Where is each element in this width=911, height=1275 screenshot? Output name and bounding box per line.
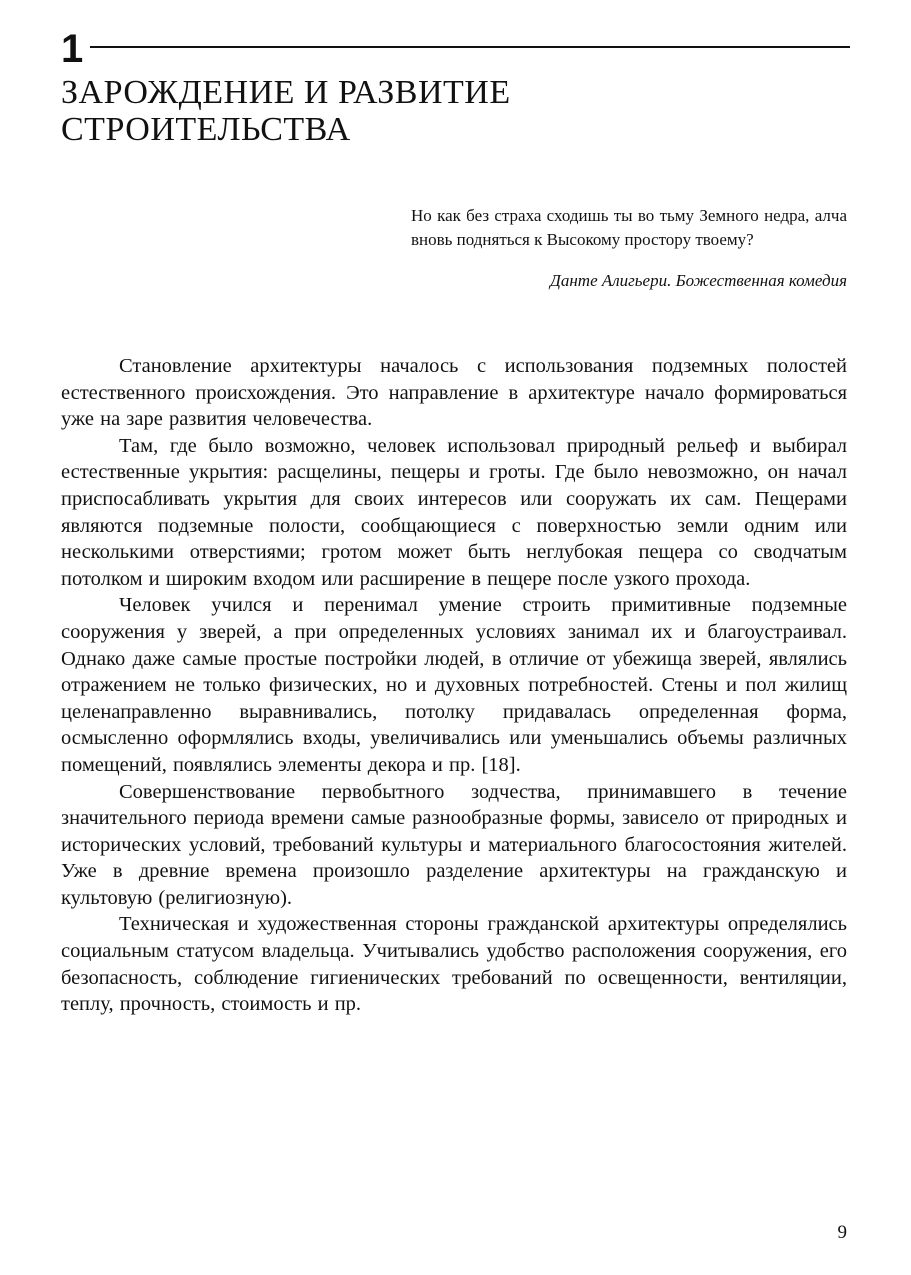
chapter-number: 1 xyxy=(61,27,84,71)
epigraph xyxy=(411,204,847,293)
chapter-rule xyxy=(90,46,850,48)
page-number: 9 xyxy=(837,1222,847,1243)
paragraph: Совершенствование первобытного зодчества, принимавшего в течение значительного периода времени самые разнообразные формы, зависело от природных и исторических условий, требований культуры и материального благосостояния жителей. Уже в древние времена произошло разделение архитектуры на гражданскую и культовую (религиозную). xyxy=(61,780,847,909)
chapter-title: ЗАРОЖДЕНИЕ И РАЗВИТИЕ СТРОИТЕЛЬСТВА xyxy=(61,74,511,148)
paragraph: Там, где было возможно, человек использовал природный рельеф и выбирал естественные укрытия: расщелины, пещеры и гроты. Где было невозможно, он начал приспосабливать укрытия для своих интересов или сооружать их сам. Пещерами являются подземные полости, сообщающиеся с поверхностью земли одним или несколькими отверстиями; гротом может быть неглубокая пещера со сводчатым потолком и широким входом или расширение в пещере после узкого прохода. xyxy=(61,434,847,590)
body-text xyxy=(61,353,847,1018)
paragraph: Техническая и художественная стороны гражданской архитектуры определялись социальным статусом владельца. Учитывались удобство расположения сооружения, его безопасность, соблюдение гигиенических требований по освещенности, вентиляции, теплу, прочность, стоимость и пр. xyxy=(61,913,847,1016)
chapter-header xyxy=(61,28,851,70)
epigraph-text: Но как без страха сходишь ты во тьму Земного недра, алча вновь подняться к Высокому простору твоему? xyxy=(411,206,847,249)
epigraph-author: Данте Алигьери. Божественная комедия xyxy=(550,271,847,290)
paragraph: Человек учился и перенимал умение строить примитивные подземные сооружения у зверей, а при определенных условиях занимал их и благоустраивал. Однако даже самые простые постройки людей, в отличие от убежища зверей, являлись отражением не только физических, но и духовных потребностей. Стены и пол жилищ целенаправленно выравнивались, потолку придавалась определенная форма, осмысленно оформлялись входы, увеличивались или уменьшались объемы различных помещений, появлялись элементы декора и пр. [18]. xyxy=(61,594,847,776)
paragraph: Становление архитектуры началось с использования подземных полостей естественного происхождения. Это направление в архитектуре начало формироваться уже на заре развития человечества. xyxy=(61,355,847,431)
